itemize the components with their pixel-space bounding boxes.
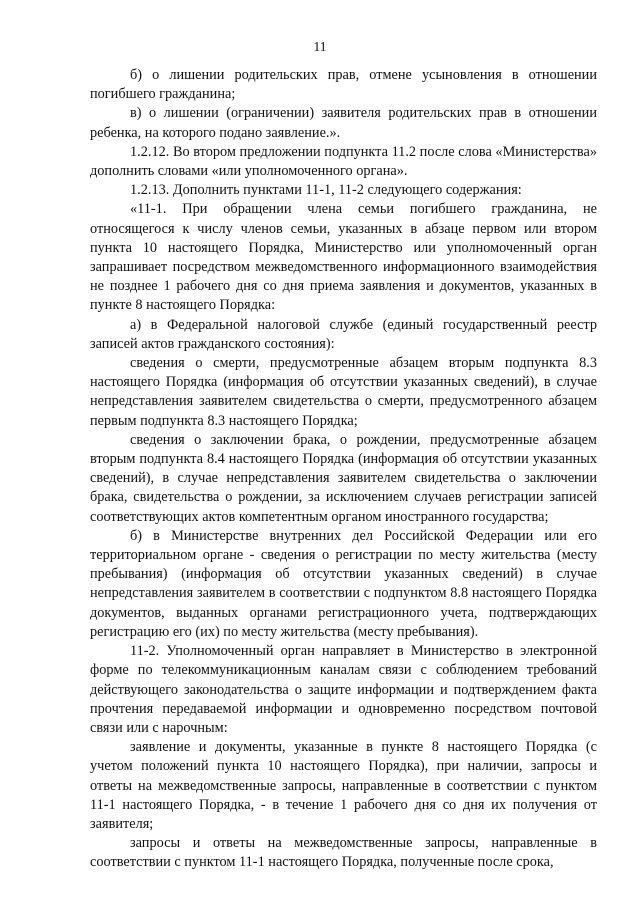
paragraph: 1.2.12. Во втором предложении подпункта 11.2 после слова «Министерства» дополнить словами «или уполномоченного органа».	[90, 143, 597, 180]
paragraph: 1.2.13. Дополнить пунктами 11-1, 11-2 следующего содержания:	[130, 182, 522, 199]
paragraph: б) о лишении родительских прав, отмене усыновления в отношении погибшего гражданина;	[90, 67, 597, 103]
paragraph: заявление и документы, указанные в пункте 8 настоящего Порядка (с учетом положений пункта 10 настоящего Порядка), при наличии, запросы и ответы на межведомственные запросы, направленные в соответствии с пунктом 11-1 настоящего Порядка, - в течение 1 рабочего дня со дня их получения от заявителя;	[90, 739, 597, 832]
paragraph: запросы и ответы на межведомственные запросы, направленные в соответствии с пунктом 11-1 настоящего Порядка, полученные после срока,	[90, 835, 597, 871]
paragraph: сведения о заключении брака, о рождении, предусмотренные абзацем вторым подпункта 8.4 настоящего Порядка (информация об отсутствии указанных сведений), в случае непредставления заявителем свидетельства о заключении брака, свидетельства о рождении, за исключением случаев регистрации записей соответствующих актов компетентным органом иностранного государства;	[90, 431, 597, 525]
paragraph: сведения о смерти, предусмотренные абзацем вторым подпункта 8.3 настоящего Порядка (информация об отсутствии указанных сведений), в случае непредставления заявителем свидетельства о смерти, предусмотренного абзацем первым подпункта 8.3 настоящего Порядка;	[90, 355, 597, 429]
document-body	[90, 66, 597, 873]
paragraph: «11-1. При обращении члена семьи погибшего гражданина, не относящегося к числу членов семьи, указанных в абзаце первом или втором пункта 10 настоящего Порядка, Министерство или уполномоченный орган запрашивает посредством межведомственного информационного взаимодействия не позднее 1 рабочего дня со дня приема заявления и документов, указанных в пункте 8 настоящего Порядка:	[90, 201, 597, 314]
paragraph: в) о лишении (ограничении) заявителя родительских прав в отношении ребенка, на которого подано заявление.».	[90, 105, 597, 141]
paragraph: б) в Министерстве внутренних дел Российской Федерации или его территориальном органе - сведения о регистрации по месту жительства (месту пребывания) (информация об отсутствии указанных сведений) в случае непредставления заявителем в соответствии с подпунктом 8.8 настоящего Порядка документов, выданных органами регистрационного учета, подтверждающих регистрацию его (их) по месту жительства (месту пребывания).	[90, 527, 597, 640]
page-number: 11	[313, 39, 327, 54]
paragraph: а) в Федеральной налоговой службе (единый государственный реестр записей актов гражданского состояния):	[90, 316, 597, 352]
paragraph: 11-2. Уполномоченный орган направляет в Министерство в электронной форме по телекоммуникационным каналам связи с соблюдением требований действующего законодательства о защите информации и подтверждением факта прочтения передаваемой информации и одновременно посредством почтовой связи или с нарочным:	[90, 643, 597, 736]
